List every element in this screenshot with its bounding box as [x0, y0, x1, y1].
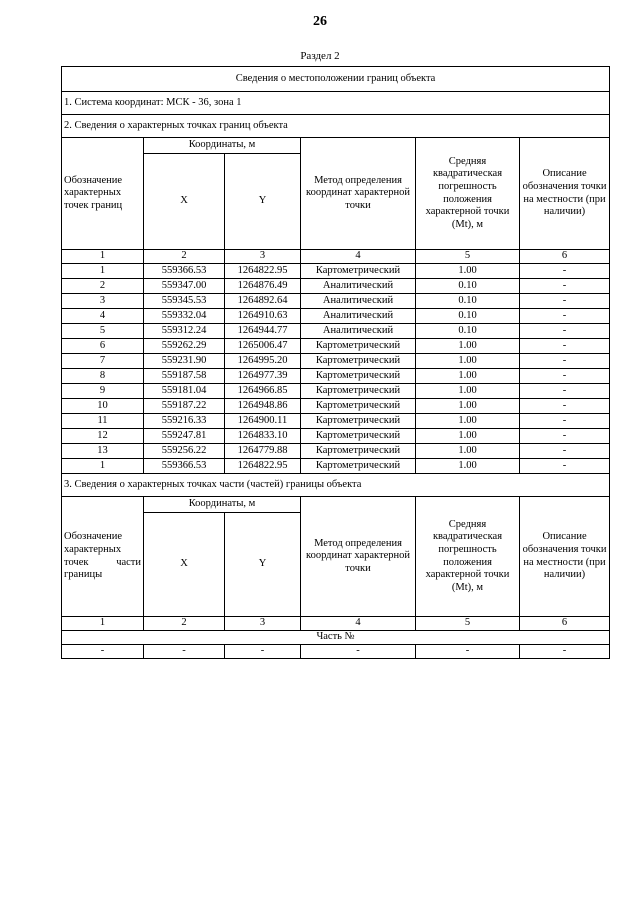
header-description: Описание обозначения точки на местности (при наличии)	[520, 138, 610, 250]
table-row	[62, 444, 610, 459]
boundary-table	[61, 66, 610, 659]
point-id: 12	[62, 429, 144, 444]
point-y: 1264892.64	[225, 294, 301, 309]
column-number: 1	[62, 250, 144, 264]
column-number: 4	[301, 250, 416, 264]
point-description: -	[520, 279, 610, 294]
point-id: 3	[62, 294, 144, 309]
point-mt: 1.00	[416, 414, 520, 429]
column-number: 3	[225, 250, 301, 264]
point-method: Картометрический	[301, 354, 416, 369]
point-method: Аналитический	[301, 309, 416, 324]
point-method: Картометрический	[301, 444, 416, 459]
point-description: -	[520, 399, 610, 414]
point-method: Аналитический	[301, 294, 416, 309]
table-row	[62, 264, 610, 279]
point-x: 559231.90	[144, 354, 225, 369]
point-id: 4	[62, 309, 144, 324]
table-row	[62, 309, 610, 324]
point-id: 13	[62, 444, 144, 459]
table-row	[62, 399, 610, 414]
header3-designation: Обозначение характерных точек части границы	[62, 497, 144, 617]
point-x: 559216.33	[144, 414, 225, 429]
point-method: Картометрический	[301, 369, 416, 384]
table-row	[62, 294, 610, 309]
column-number: 6	[520, 250, 610, 264]
point-description: -	[520, 309, 610, 324]
column-number: 2	[144, 617, 225, 631]
point-x: 559332.04	[144, 309, 225, 324]
point-description: -	[520, 324, 610, 339]
table-row	[62, 279, 610, 294]
point-x: 559256.22	[144, 444, 225, 459]
empty-cell: -	[301, 645, 416, 659]
point-mt: 1.00	[416, 354, 520, 369]
part-label: Часть №	[62, 631, 610, 645]
point-x: 559187.58	[144, 369, 225, 384]
section2-title: 2. Сведения о характерных точках границ объекта	[62, 115, 610, 138]
table-row	[62, 324, 610, 339]
point-mt: 0.10	[416, 279, 520, 294]
point-id: 1	[62, 264, 144, 279]
header3-method: Метод определения координат характерной точки	[301, 497, 416, 617]
header-y: Y	[225, 154, 301, 250]
point-method: Картометрический	[301, 399, 416, 414]
point-id: 6	[62, 339, 144, 354]
point-y: 1264995.20	[225, 354, 301, 369]
point-description: -	[520, 294, 610, 309]
point-y: 1264944.77	[225, 324, 301, 339]
point-y: 1264779.88	[225, 444, 301, 459]
point-mt: 1.00	[416, 369, 520, 384]
point-x: 559181.04	[144, 384, 225, 399]
point-method: Аналитический	[301, 279, 416, 294]
point-x: 559312.24	[144, 324, 225, 339]
empty-cell: -	[225, 645, 301, 659]
point-id: 11	[62, 414, 144, 429]
point-method: Аналитический	[301, 324, 416, 339]
header-designation: Обозначение характерных точек границ	[62, 138, 144, 250]
table-title: Сведения о местоположении границ объекта	[62, 67, 610, 92]
point-mt: 0.10	[416, 324, 520, 339]
header3-y: Y	[225, 513, 301, 617]
point-y: 1264948.86	[225, 399, 301, 414]
table-row	[62, 459, 610, 474]
point-method: Картометрический	[301, 429, 416, 444]
section-title: Раздел 2	[300, 50, 340, 62]
point-x: 559247.81	[144, 429, 225, 444]
point-mt: 1.00	[416, 339, 520, 354]
empty-cell: -	[520, 645, 610, 659]
point-y: 1264910.63	[225, 309, 301, 324]
point-y: 1264900.11	[225, 414, 301, 429]
table-row	[62, 384, 610, 399]
table-row	[62, 429, 610, 444]
point-mt: 1.00	[416, 399, 520, 414]
coord-system: 1. Система координат: МСК - 36, зона 1	[62, 92, 610, 115]
header-accuracy: Средняя квадратическая погрешность положения характерной точки (Mt), м	[416, 138, 520, 250]
header3-coords: Координаты, м	[144, 497, 301, 513]
header3-accuracy: Средняя квадратическая погрешность положения характерной точки (Mt), м	[416, 497, 520, 617]
point-id: 2	[62, 279, 144, 294]
point-description: -	[520, 339, 610, 354]
column-number: 2	[144, 250, 225, 264]
point-y: 1265006.47	[225, 339, 301, 354]
header-coords: Координаты, м	[144, 138, 301, 154]
point-mt: 1.00	[416, 429, 520, 444]
point-y: 1264833.10	[225, 429, 301, 444]
point-mt: 1.00	[416, 264, 520, 279]
header-method: Метод определения координат характерной точки	[301, 138, 416, 250]
point-id: 8	[62, 369, 144, 384]
point-mt: 1.00	[416, 459, 520, 474]
point-y: 1264822.95	[225, 264, 301, 279]
point-method: Картометрический	[301, 459, 416, 474]
point-mt: 0.10	[416, 294, 520, 309]
column-number: 1	[62, 617, 144, 631]
table-row	[62, 414, 610, 429]
points-list	[62, 264, 610, 474]
column-number: 3	[225, 617, 301, 631]
column-number: 5	[416, 617, 520, 631]
point-mt: 1.00	[416, 444, 520, 459]
point-x: 559262.29	[144, 339, 225, 354]
point-x: 559366.53	[144, 264, 225, 279]
empty-cell: -	[416, 645, 520, 659]
point-description: -	[520, 414, 610, 429]
point-description: -	[520, 444, 610, 459]
column-number: 6	[520, 617, 610, 631]
header-x: X	[144, 154, 225, 250]
point-mt: 0.10	[416, 309, 520, 324]
point-method: Картометрический	[301, 384, 416, 399]
point-mt: 1.00	[416, 384, 520, 399]
point-x: 559187.22	[144, 399, 225, 414]
point-description: -	[520, 429, 610, 444]
point-id: 10	[62, 399, 144, 414]
point-y: 1264876.49	[225, 279, 301, 294]
section3-title: 3. Сведения о характерных точках части (частей) границы объекта	[62, 474, 610, 497]
column-numbers-row	[62, 250, 610, 264]
column-number: 5	[416, 250, 520, 264]
point-description: -	[520, 384, 610, 399]
page-number: 26	[313, 14, 327, 29]
point-x: 559366.53	[144, 459, 225, 474]
point-method: Картометрический	[301, 339, 416, 354]
table-row	[62, 369, 610, 384]
empty-cell: -	[62, 645, 144, 659]
point-x: 559347.00	[144, 279, 225, 294]
header3-description: Описание обозначения точки на местности (при наличии)	[520, 497, 610, 617]
point-method: Картометрический	[301, 414, 416, 429]
point-y: 1264966.85	[225, 384, 301, 399]
empty-part-row	[62, 645, 610, 659]
table-row	[62, 339, 610, 354]
point-id: 9	[62, 384, 144, 399]
empty-cell: -	[144, 645, 225, 659]
point-description: -	[520, 354, 610, 369]
column-number: 4	[301, 617, 416, 631]
table-row	[62, 354, 610, 369]
point-description: -	[520, 459, 610, 474]
column-numbers-row-2	[62, 617, 610, 631]
point-id: 1	[62, 459, 144, 474]
point-method: Картометрический	[301, 264, 416, 279]
point-description: -	[520, 369, 610, 384]
point-x: 559345.53	[144, 294, 225, 309]
point-description: -	[520, 264, 610, 279]
point-id: 5	[62, 324, 144, 339]
point-y: 1264822.95	[225, 459, 301, 474]
point-id: 7	[62, 354, 144, 369]
header3-x: X	[144, 513, 225, 617]
point-y: 1264977.39	[225, 369, 301, 384]
